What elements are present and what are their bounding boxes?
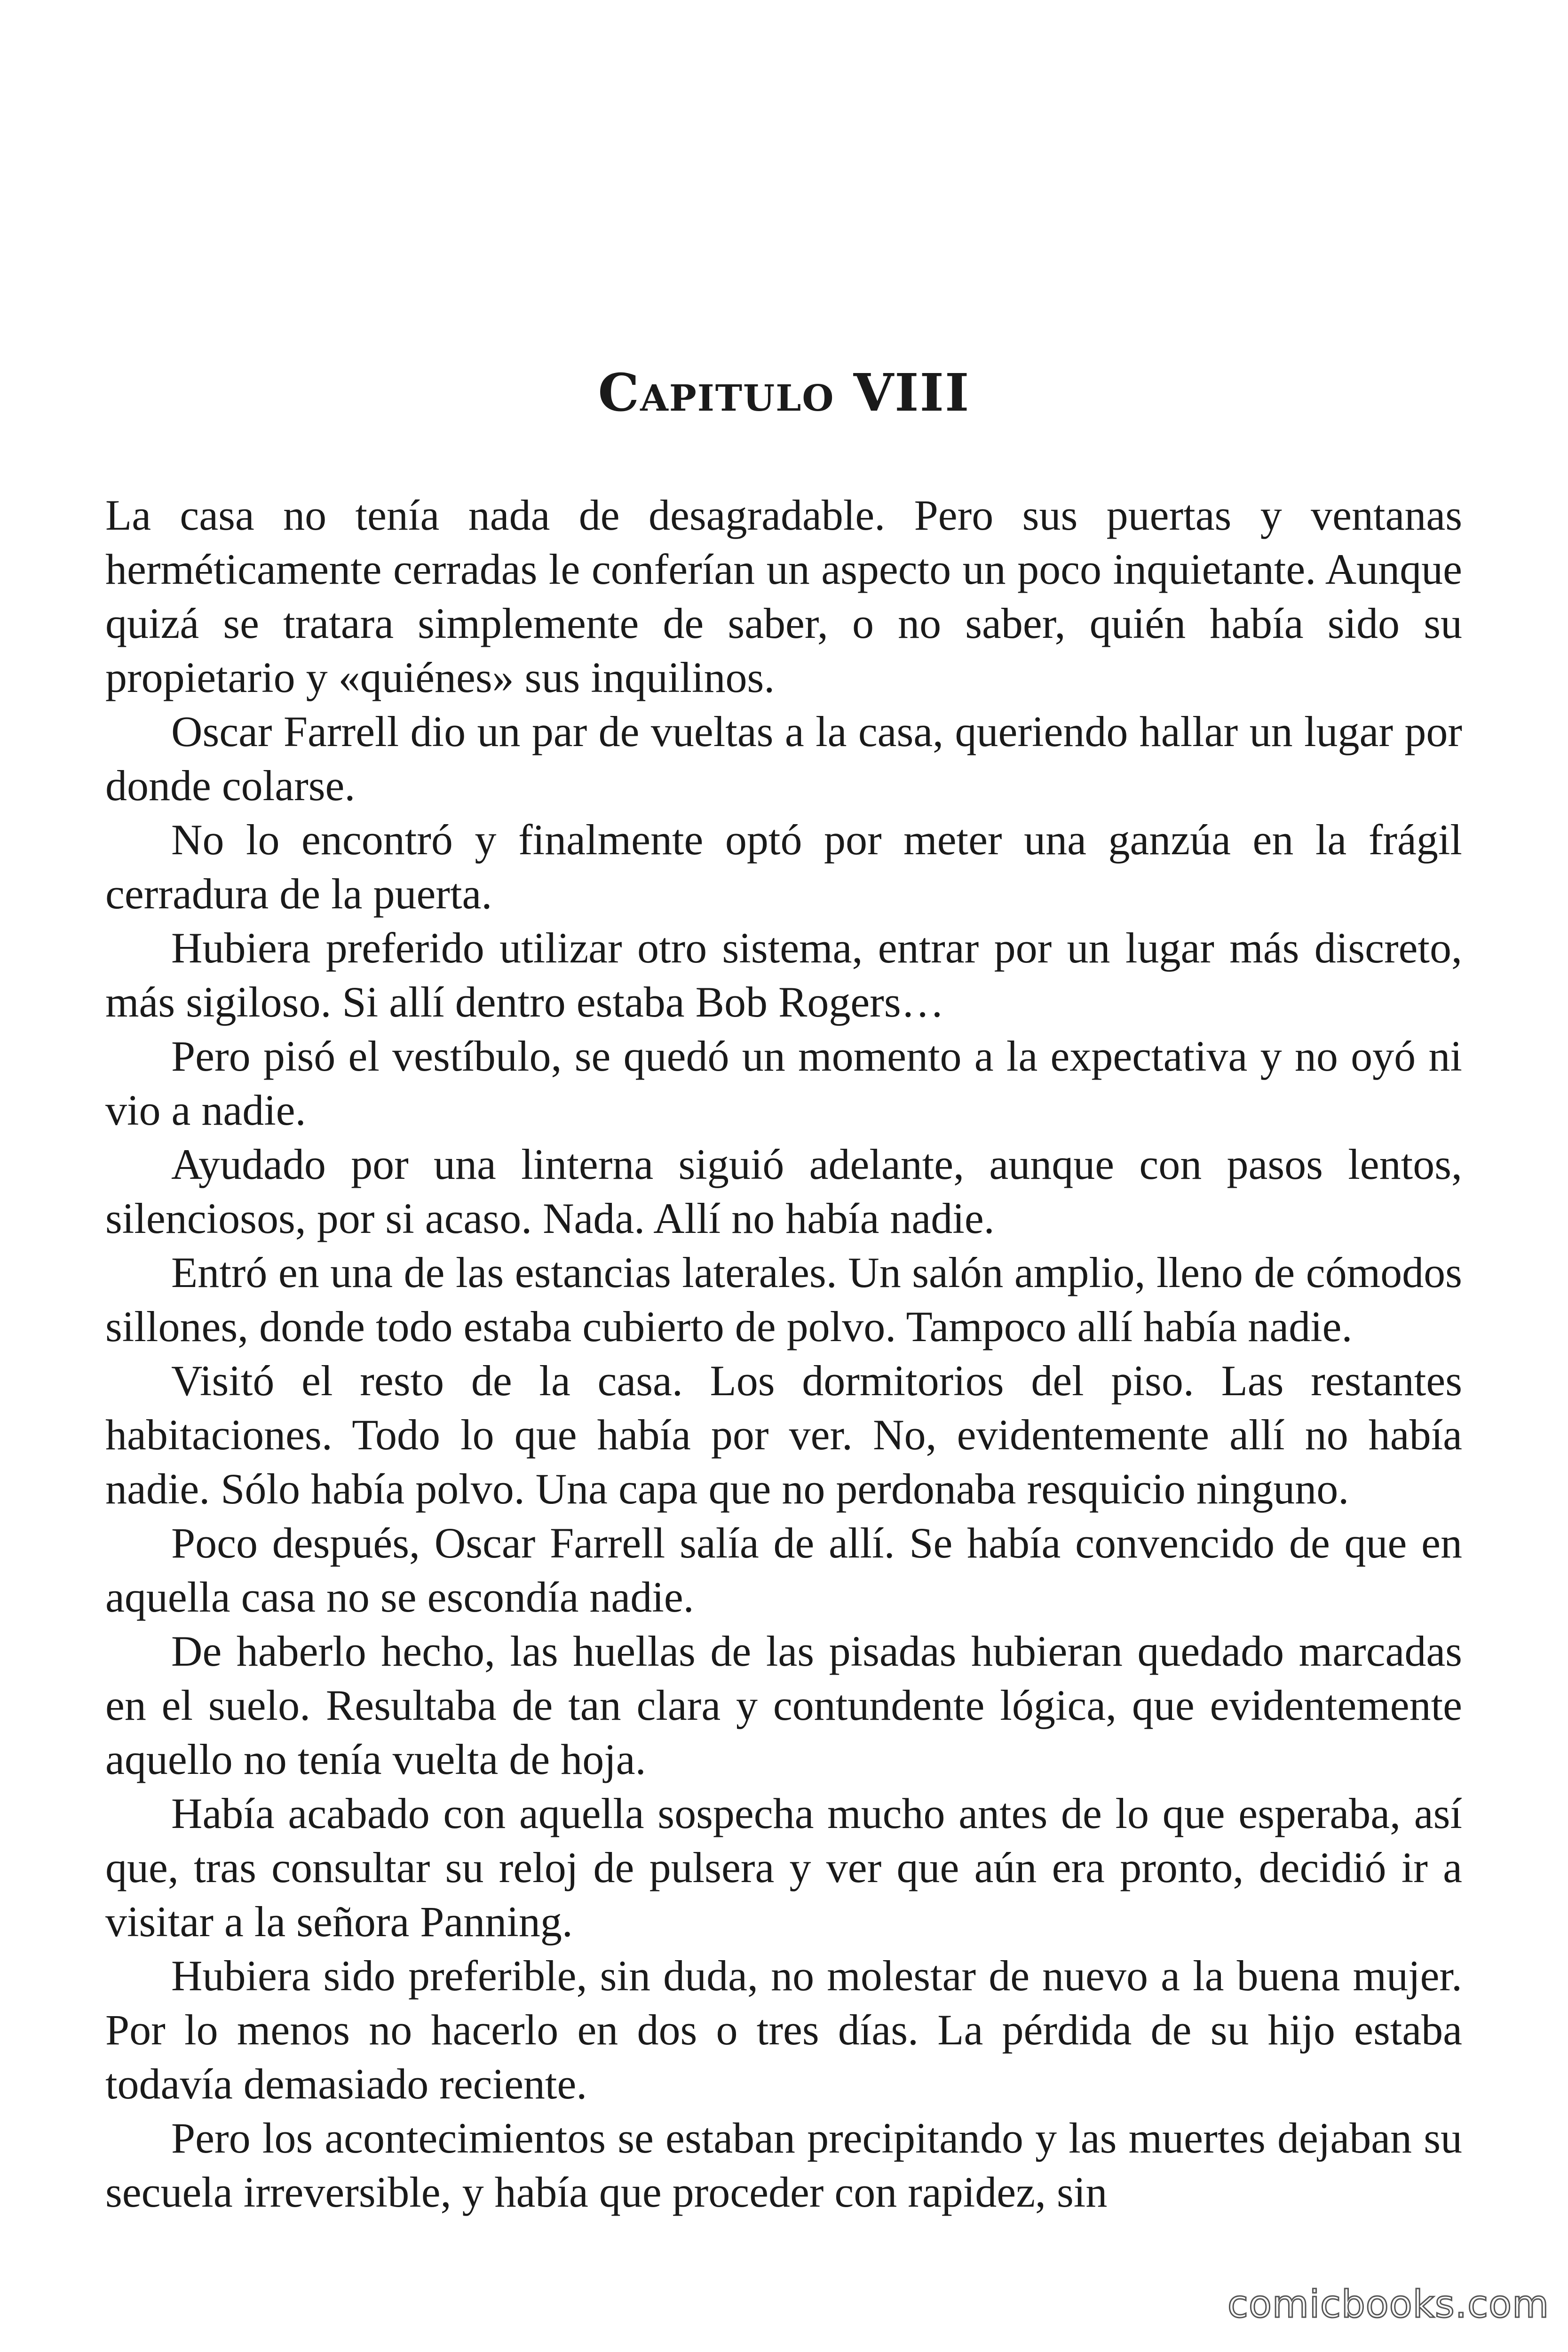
chapter-title: Capitulo VIII <box>598 362 970 423</box>
paragraph: No lo encontró y finalmente optó por meter una ganzúa en la frágil cerradura de la puerta. <box>105 816 1462 918</box>
paragraph: Oscar Farrell dio un par de vueltas a la casa, queriendo hallar un lugar por donde colarse. <box>105 707 1462 810</box>
chapter-body <box>105 488 1462 2219</box>
paragraph: Hubiera preferido utilizar otro sistema, entrar por un lugar más discreto, más sigiloso. Si allí dentro estaba Bob Rogers… <box>105 924 1462 1026</box>
paragraph: Hubiera sido preferible, sin duda, no molestar de nuevo a la buena mujer. Por lo menos no hacerlo en dos o tres días. La pérdida de su hijo estaba todavía demasiado reciente. <box>105 1952 1462 2108</box>
paragraph: Poco después, Oscar Farrell salía de allí. Se había convencido de que en aquella casa no se escondía nadie. <box>105 1519 1462 1621</box>
paragraph: Ayudado por una linterna siguió adelante, aunque con pasos lentos, silenciosos, por si acaso. Nada. Allí no había nadie. <box>105 1140 1462 1242</box>
paragraph: La casa no tenía nada de desagradable. Pero sus puertas y ventanas herméticamente cerradas le conferían un aspecto un poco inquietante. Aunque quizá se tratara simplemente de saber, o no saber, quién había sido su propietario y «quiénes» sus inquilinos. <box>105 491 1462 701</box>
paragraph: Pero los acontecimientos se estaban precipitando y las muertes dejaban su secuela irreversible, y había que proceder con rapidez, sin <box>105 2114 1462 2216</box>
paragraph: Había acabado con aquella sospecha mucho antes de lo que esperaba, así que, tras consultar su reloj de pulsera y ver que aún era pronto, decidió ir a visitar a la señora Panning. <box>105 1789 1462 1946</box>
paragraph: De haberlo hecho, las huellas de las pisadas hubieran quedado marcadas en el suelo. Resultaba de tan clara y contundente lógica, que evidentemente aquello no tenía vuelta de hoja. <box>105 1627 1462 1783</box>
paragraph: Visitó el resto de la casa. Los dormitorios del piso. Las restantes habitaciones. Todo lo que había por ver. No, evidentemente allí no había nadie. Sólo había polvo. Una capa que no perdonaba resquicio ninguno. <box>105 1357 1462 1513</box>
paragraph: Pero pisó el vestíbulo, se quedó un momento a la expectativa y no oyó ni vio a nadie. <box>105 1032 1462 1134</box>
paragraph: Entró en una de las estancias laterales. Un salón amplio, lleno de cómodos sillones, donde todo estaba cubierto de polvo. Tampoco allí había nadie. <box>105 1248 1462 1351</box>
watermark: comicbooks.com <box>1227 2282 1549 2326</box>
